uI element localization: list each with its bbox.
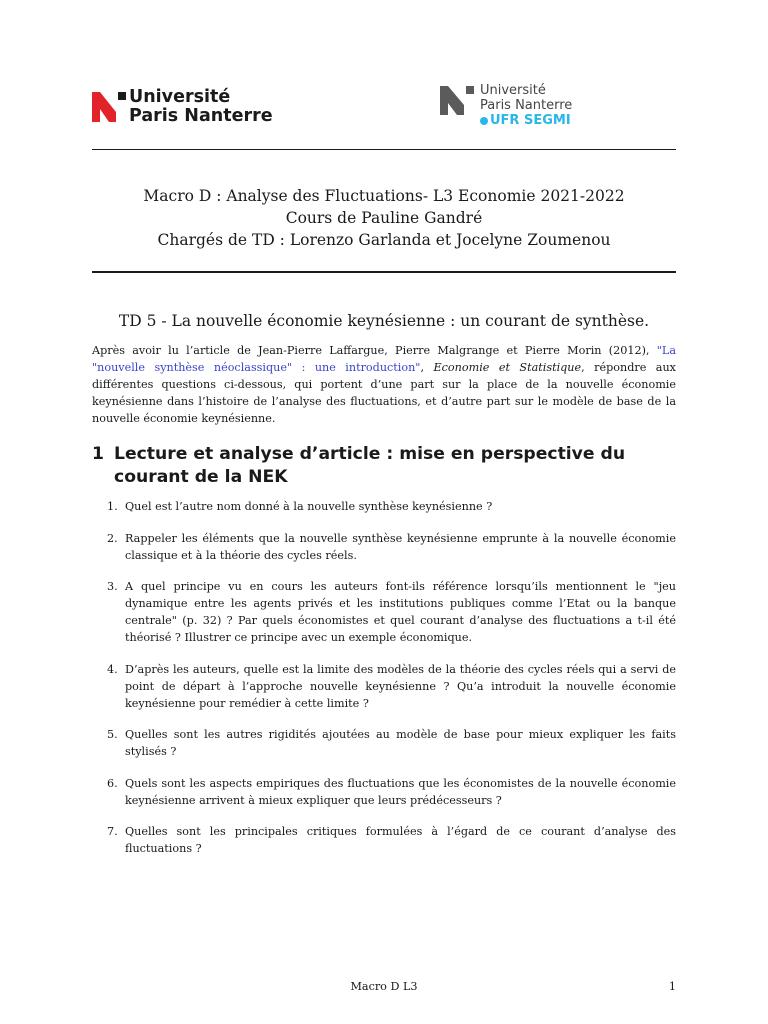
question-number: 2. [107, 531, 118, 545]
intro-text-end: , répondre aux différentes questions ci-dessous, qui portent d’une part sur la place de la nouvelle économie keynésienne dans l’histoire de l’analyse des fluctuations, et d’autre part sur le modèle de base de la nouvelle économie keynésienne. [92, 361, 676, 425]
logo-right-line3: UFR SEGMI [490, 113, 571, 128]
question-item [107, 726, 676, 760]
article-link[interactable]: "La "nouvelle synthèse néoclassique" : une introduction" [92, 344, 676, 374]
question-number: 4. [107, 662, 118, 676]
td-title: TD 5 - La nouvelle économie keynésienne : un courant de synthèse. [118, 312, 650, 330]
question-number: 3. [107, 580, 118, 593]
course-tutors: Chargés de TD : Lorenzo Garlanda et Jocelyne Zoumenou [157, 231, 611, 249]
question-number: 6. [107, 776, 118, 790]
course-lecturer: Cours de Pauline Gandré [285, 209, 483, 227]
section-heading [92, 443, 682, 489]
section-number: 1 [92, 444, 104, 464]
question-text: Quelles sont les principales critiques formulées à l’égard de ce courant d’analyse des fluctuations ? [125, 825, 676, 855]
intro-separator: , [420, 361, 434, 374]
question-item [107, 498, 676, 515]
header-top-rule [92, 149, 676, 150]
question-item [107, 578, 676, 646]
question-text: Quels sont les aspects empiriques des fluctuations que les économistes de la nouvelle économie keynésienne arrivent à mieux expliquer que leurs prédécesseurs ? [125, 776, 676, 807]
question-item [107, 661, 676, 712]
question-text: Rappeler les éléments que la nouvelle synthèse keynésienne emprunte à la nouvelle économie classique et à la théorie des cycles réels. [125, 531, 676, 562]
question-list [107, 498, 676, 872]
section-title: Lecture et analyse d’article : mise en perspective du courant de la NEK [114, 444, 626, 487]
question-number: 1. [107, 500, 118, 513]
question-text: Quel est l’autre nom donné à la nouvelle synthèse keynésienne ? [125, 500, 493, 513]
university-logo-left [92, 88, 273, 126]
logo-left-line2: Paris Nanterre [129, 106, 273, 126]
question-item [107, 530, 676, 564]
footer-course: Macro D L3 [350, 980, 418, 993]
ufr-segmi-logo [438, 83, 572, 128]
course-header [92, 185, 676, 251]
question-item [107, 775, 676, 809]
question-item [107, 823, 676, 857]
blue-dot-icon [480, 117, 488, 125]
intro-paragraph [92, 342, 676, 427]
question-text: A quel principe vu en cours les auteurs font-ils référence lorsqu’ils mentionnent le "jeu dynamique entre les agents privés et les institutions publiques comme l’Etat ou la banque centrale" (p. 32) ? Par quels économistes et quel courant d’analyse des fluctuations a t-il été théorisé ? Illustrer ce principe avec un exemple économique. [125, 580, 676, 644]
intro-text-start: Après avoir lu l’article de Jean-Pierre Laffargue, Pierre Malgrange et Pierre Morin (2012), [92, 344, 657, 357]
nanterre-n-red-icon [92, 88, 128, 124]
page-number: 1 [668, 980, 676, 993]
question-text: Quelles sont les autres rigidités ajoutées au modèle de base pour mieux expliquer les faits stylisés ? [125, 728, 676, 758]
question-text: D’après les auteurs, quelle est la limite des modèles de la théorie des cycles réels qui a servi de point de départ à l’approche nouvelle keynésienne ? Qu’a introduit la nouvelle économie keynésienne pour remédier à cette limite ? [125, 662, 676, 710]
logo-right-line2: Paris Nanterre [480, 98, 573, 113]
nanterre-n-gray-icon [438, 83, 478, 117]
logo-left-line1: Université [129, 87, 231, 107]
logo-right-line1: Université [480, 83, 546, 98]
course-title: Macro D : Analyse des Fluctuations- L3 Economie 2021-2022 [143, 187, 625, 205]
journal-name: Economie et Statistique [433, 361, 582, 374]
question-number: 7. [107, 825, 118, 838]
question-number: 5. [107, 728, 118, 741]
header-bottom-rule [92, 271, 676, 273]
